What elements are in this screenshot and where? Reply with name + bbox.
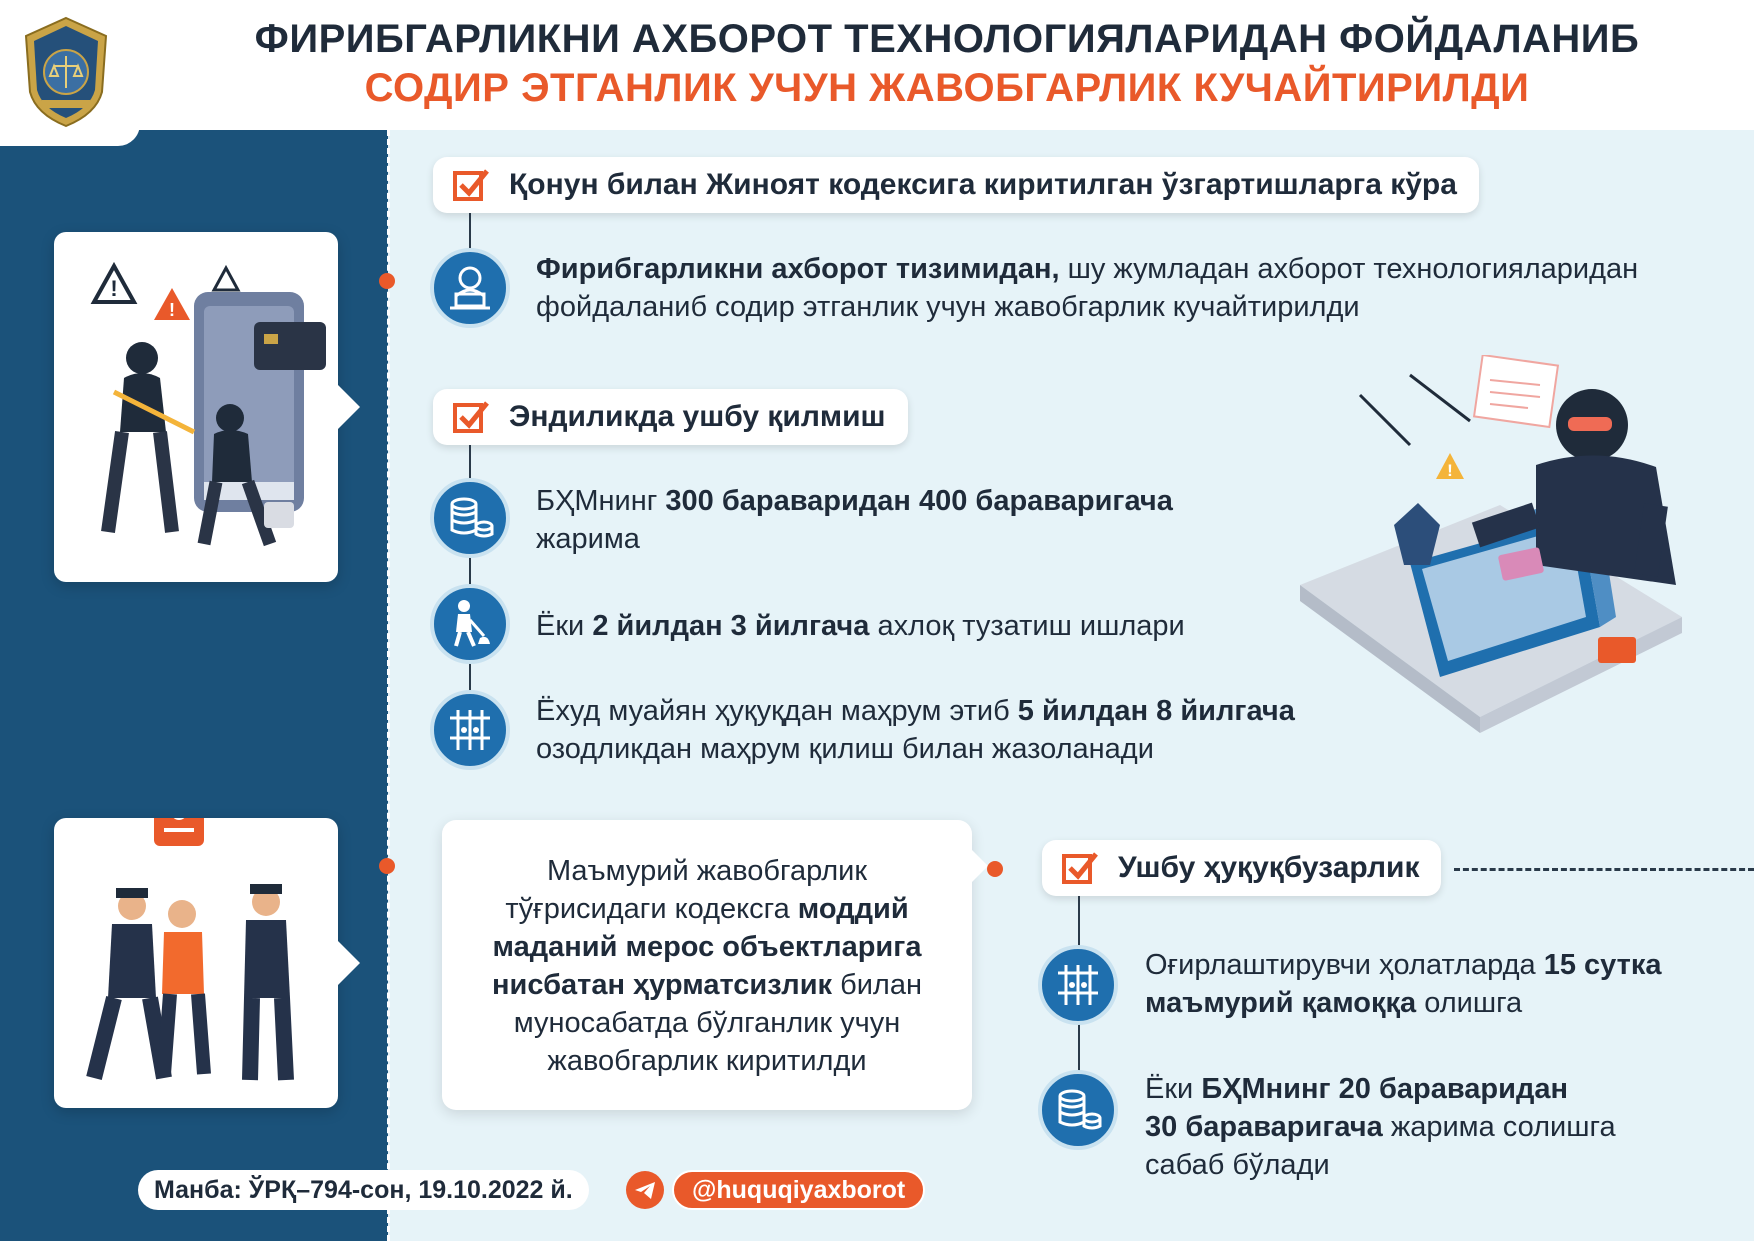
prison-bars-icon: [434, 694, 506, 766]
section1-heading: [433, 157, 1479, 213]
fine2-pre: Ёки: [1145, 1073, 1202, 1105]
section3-item-fine: [1145, 1070, 1745, 1184]
prison-post: озодликдан маҳрум қилиш билан жазоланади: [536, 733, 1154, 765]
laptop-hacker-illustration: [1300, 355, 1690, 735]
admin-text-5: жавобгарлик киритилди: [547, 1045, 867, 1077]
hacker-laptop-icon: [434, 252, 506, 324]
coins-icon: [1042, 1074, 1114, 1146]
admin-text-1: Маъмурий жавобгарлик: [546, 855, 868, 887]
checkbox-icon: [451, 397, 491, 437]
fine2-bold-2: 30 бараваригача: [1145, 1111, 1383, 1143]
svg-text:!: !: [110, 276, 118, 301]
coins-icon-circle: [430, 478, 510, 558]
fine2-post-2: сабаб бўлади: [1145, 1149, 1330, 1181]
section1-item-text2: фойдаланиб содир этганлик учун жавобгарлик кучайтирилди: [536, 291, 1360, 323]
work-post: ахлоқ тузатиш ишлари: [869, 610, 1185, 642]
work-bold: 2 йилдан 3 йилгача: [592, 610, 870, 642]
admin-text-4: муносабатда бўлганлик учун: [513, 1007, 901, 1039]
admin-bold-2: маданий мерос объектларига: [492, 931, 922, 963]
arrest-pre: Оғирлаштирувчи ҳолатларда: [1145, 949, 1544, 981]
prison-bold: 5 йилдан 8 йилгача: [1017, 695, 1295, 727]
hackers-phone-illustration: [54, 232, 338, 582]
fine-bold: 300 бараваридан 400 бараваригача: [665, 485, 1173, 517]
title-line-2: СОДИР ЭТГАНЛИК УЧУН ЖАВОБГАРЛИК КУЧАЙТИРИЛДИ: [364, 66, 1530, 110]
hacker-laptop-icon-circle: [430, 248, 510, 328]
timeline-dot: [379, 273, 395, 289]
prison-icon-circle: [430, 690, 510, 770]
dashed-divider: [387, 130, 390, 1241]
logo-box: [0, 0, 140, 146]
admin-box-pointer: [972, 850, 988, 882]
fine-post: жарима: [536, 523, 640, 555]
fine-pre: БҲМнинг: [536, 485, 666, 517]
fine2-bold-1: БҲМнинг 20 бараваридан: [1201, 1073, 1569, 1105]
admin-bold-3: нисбатан ҳурматсизлик: [492, 969, 833, 1001]
prison-icon-circle: [1038, 945, 1118, 1025]
source-label: Манба: ЎРҚ–794-сон, 19.10.2022 й.: [138, 1170, 589, 1210]
section1-item-bold: Фирибгарликни ахборот тизимидан,: [536, 253, 1060, 285]
section2-item-work: [536, 607, 1336, 645]
admin-bold-1: моддий: [797, 893, 909, 925]
section2-heading: [433, 389, 908, 445]
card-pointer: [338, 385, 360, 429]
hackers-illustration-card: [54, 232, 338, 582]
worker-icon-circle: [430, 584, 510, 664]
svg-text:!: !: [1447, 461, 1453, 480]
card-pointer: [338, 941, 360, 985]
fine2-post: жарима солишга: [1382, 1111, 1616, 1143]
worker-shovel-icon: [434, 588, 506, 660]
checkbox-icon: [1060, 848, 1100, 888]
section1-item-text1: шу жумладан ахборот технологияларидан: [1059, 253, 1639, 285]
coins-icon-circle: [1038, 1070, 1118, 1150]
section2-heading-text: Эндиликда ушбу қилмиш: [509, 400, 886, 433]
police-arrest-illustration: [54, 818, 338, 1108]
coins-icon: [434, 482, 506, 554]
work-pre: Ёки: [536, 610, 593, 642]
laptop-hacker-drawing: [1300, 355, 1690, 735]
timeline-dot: [379, 858, 395, 874]
prison-bars-icon: [1042, 949, 1114, 1021]
svg-text:!: !: [169, 300, 175, 320]
section1-heading-text: Қонун билан Жиноят кодексига киритилган ўзгартишларга кўра: [509, 168, 1457, 201]
prison-pre: Ёхуд муайян ҳуқуқдан маҳрум этиб: [536, 695, 1018, 727]
section3-item-arrest: [1145, 946, 1745, 1022]
timeline-dot: [987, 861, 1003, 877]
title-line-1: ФИРИБГАРЛИКНИ АХБОРОТ ТЕХНОЛОГИЯЛАРИДАН ФОЙДАЛАНИБ: [254, 17, 1640, 61]
admin-liability-box: [442, 820, 972, 1110]
checkbox-icon: [451, 165, 491, 205]
arrest-bold-2: маъмурий қамоққа: [1145, 987, 1417, 1019]
arrest-post: олишга: [1416, 987, 1523, 1019]
section3-heading: [1042, 840, 1441, 896]
dashed-connector: [1454, 868, 1754, 871]
section2-item-fine: [536, 482, 1336, 558]
arrest-bold-1: 15 сутка: [1543, 949, 1662, 981]
section1-item-text: [536, 250, 1716, 326]
telegram-handle-link[interactable]: @huquqiyaxborot: [672, 1170, 925, 1210]
section3-heading-text: Ушбу ҳуқуқбузарлик: [1118, 851, 1420, 884]
police-illustration-card: [54, 818, 338, 1108]
admin-text-2: тўғрисидаги кодексга: [505, 893, 798, 925]
telegram-icon[interactable]: [626, 1171, 664, 1209]
admin-text-3: билан: [832, 969, 922, 1001]
ministry-logo: [18, 14, 114, 130]
